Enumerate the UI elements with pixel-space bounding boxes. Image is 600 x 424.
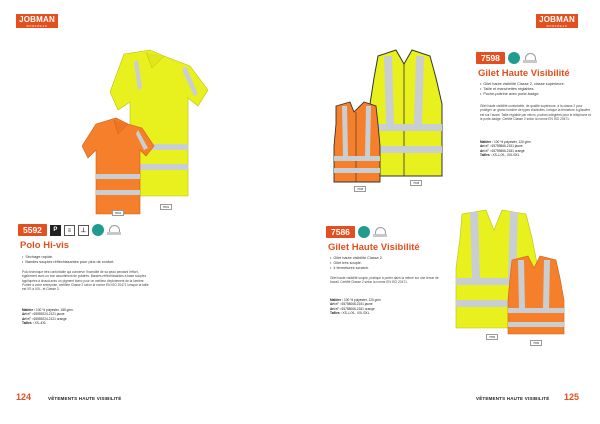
hi-vis-standard-icon — [523, 52, 537, 64]
product-description: Gilet haute visibilité souple, pratique à porter dans la même sur une tenue de travail. Certifié Classe 2 selon la norme EN ISO 20471. — [330, 276, 439, 285]
certification-icon — [92, 224, 104, 236]
page-number: 125 — [564, 392, 580, 402]
vest-7586-photo — [450, 208, 580, 338]
product-header — [476, 52, 537, 64]
right-page — [300, 0, 600, 424]
logo-subtext: WORKWEAR — [546, 25, 568, 28]
feature-item: • Gilet haute visibilité Classe 2. — [330, 256, 440, 261]
photo-tag: 5591 — [160, 204, 172, 210]
photo-tag: 7586 — [530, 340, 542, 346]
product-specs: Matière : 100 % polyester, 185 g/m². Art n° : 65559224-2121 jaune Art n° : 65559224-2121 orange Tailles : XS–4XL — [22, 308, 74, 326]
feature-item: • 4 fermetures scratch. — [330, 266, 440, 271]
certification-icon — [358, 226, 370, 238]
photo-tag: 7598 — [410, 180, 422, 186]
feature-item: • Taille et manchettes réglables. — [480, 87, 590, 92]
feature-item: • Gilet très souple. — [330, 261, 440, 266]
section-title: VÊTEMENTS HAUTE VISIBILITÉ — [48, 396, 122, 401]
product-header — [326, 226, 387, 238]
product-code-badge: 7586 — [326, 226, 355, 238]
orange-vest-image — [508, 256, 564, 334]
product-description: Polo technique très confortable qui conserve l'humidité de sa peau pendant l'effort, également avec un bon assortiment de polaires. Bandes réfléchissantes à base souples appliquées à chaud avec un pigment blanc pour un meilleur déploiement de la lumière. Portée à votre entreprise, certifiée Classe 2 selon la norme EN ISO 20471 lorsque la taille est XS à XXL, et Classe 3. — [22, 270, 149, 292]
logo-text: JOBMAN — [539, 15, 575, 24]
hi-vis-standard-icon — [107, 224, 121, 236]
feature-item: • Bandes souples réfléchissantes pour plus de confort. — [22, 260, 172, 265]
certification-icon — [508, 52, 520, 64]
product-specs: Matière : 100 % polyester, 120 g/m² Art n° : 65758066-2151 jaune Art n° : 65758066-2181 orange Tailles : XS–L/XL, XXL/3XL — [330, 298, 382, 316]
photo-tag: 5592 — [112, 210, 124, 216]
vest-7598-photo — [330, 48, 470, 188]
feature-icon: ⊥ — [78, 225, 89, 236]
product-code-badge: 7598 — [476, 52, 505, 64]
product-description: Gilet haute visibilité confortable, de qualité supérieure, à la classe 2 pour protéger un grand nombre de types d'activités, lorsque la fermeture à glissière est sur l'avant. Taille réglable par velcro, poches intégrées pour le téléphone et le porte-badge. Certifié Classe 2 selon la norme EN ISO 20471. — [480, 104, 591, 121]
product-title: Gilet Haute Visibilité — [328, 242, 420, 253]
product-header — [18, 224, 121, 236]
section-title: VÊTEMENTS HAUTE VISIBILITÉ — [476, 396, 550, 401]
feature-icon: P — [50, 225, 61, 236]
feature-item: • Séchage rapide. — [22, 255, 172, 260]
photo-tag: 7586 — [486, 334, 498, 340]
product-specs: Matière : 100 % polyester, 120 g/m² Art n° : 65759866-2151 jaune Art n° : 65759866-2181 orange Tailles : XS–L/XL, XXL/3XL — [480, 140, 532, 158]
polo-photo — [82, 46, 222, 216]
feature-item: • Gilet haute visibilité Classe 2, classe supérieure. — [480, 82, 590, 87]
feature-list — [22, 255, 172, 265]
feature-list — [480, 82, 590, 98]
brand-logo — [536, 14, 578, 28]
logo-subtext: WORKWEAR — [26, 25, 48, 28]
hi-vis-standard-icon — [373, 226, 387, 238]
orange-vest-image — [334, 102, 380, 182]
logo-text: JOBMAN — [19, 15, 55, 24]
product-code-badge: 5592 — [18, 224, 47, 236]
feature-item: • Poche-poitrine avec porte-badge. — [480, 92, 590, 97]
yellow-vest-image — [370, 50, 442, 176]
photo-tag: 7598 — [354, 186, 366, 192]
brand-logo — [16, 14, 58, 28]
feature-list — [330, 256, 440, 272]
page-number: 124 — [16, 392, 32, 402]
product-title: Polo Hi-vis — [20, 240, 70, 251]
feature-icon: ≡ — [64, 225, 75, 236]
product-title: Gilet Haute Visibilité — [478, 68, 570, 79]
